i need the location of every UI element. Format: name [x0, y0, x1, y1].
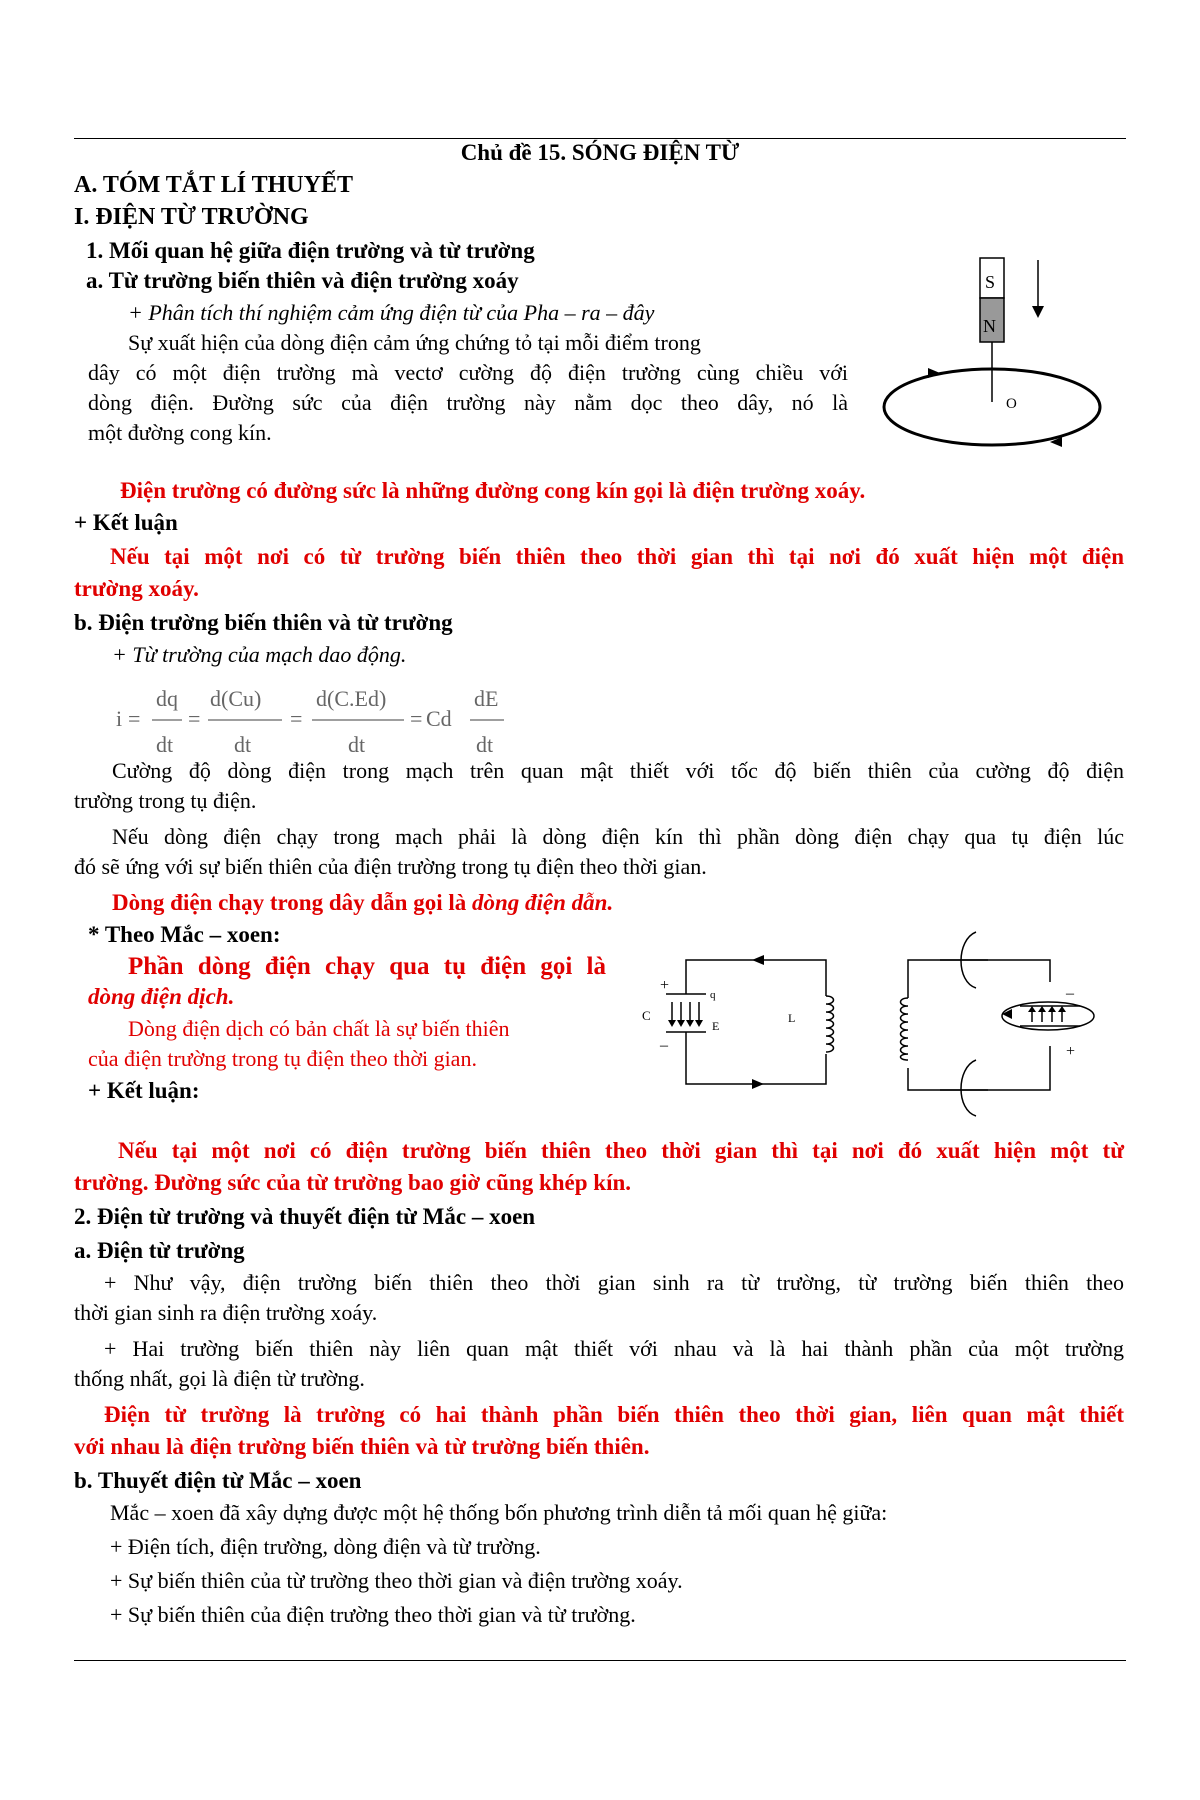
subsection-2a-heading: a. Điện từ trường: [74, 1238, 245, 1263]
section-i-heading: I. ĐIỆN TỪ TRƯỜNG: [74, 204, 309, 230]
magnetic-loop-bottom-icon: [961, 1060, 976, 1116]
conduction-current-definition: [112, 888, 613, 918]
em-paragraph-line-2: thời gian sinh ra điện trường xoáy.: [74, 1300, 378, 1325]
vortex-field-definition: Điện trường có đường sức là những đường cong kín gọi là điện trường xoáy.: [120, 478, 866, 503]
formula-f3-num: d(C.Ed): [316, 686, 387, 711]
faraday-paragraph-line-3: dòng điện. Đường sức của điện trường này nằm dọc theo dây, nó là: [88, 390, 848, 415]
theory-bullet-3: + Sự biến thiên của điện trường theo thời gian và từ trường.: [110, 1602, 636, 1627]
formula-eq-2: =: [188, 706, 201, 731]
theory-bullet-1: + Điện tích, điện trường, dòng điện và từ trường.: [110, 1534, 541, 1559]
faraday-paragraph-line-2: dây có một điện trường mà vectơ cường độ điện trường cùng chiều với: [88, 360, 848, 385]
capacitor-minus-label: –: [660, 1037, 668, 1054]
circuit2-wire-bottom: [908, 1046, 1050, 1090]
formula-f1-num: dq: [156, 686, 178, 711]
current-arrow-bottom-icon: [752, 1079, 764, 1089]
formula-f3-den: dt: [348, 732, 366, 757]
subsection-1b-heading: b. Điện trường biến thiên và từ trường: [74, 610, 453, 635]
current-paragraph-line-1: Cường độ dòng điện trong mạch trên quan mật thiết với tốc độ biến thiên của cường độ điện: [112, 758, 1124, 783]
formula-f4-num: dE: [474, 686, 499, 711]
page-title: Chủ đề 15. SÓNG ĐIỆN TỪ: [460, 140, 740, 165]
loop-arrow-top-icon: [928, 368, 940, 378]
subsection-1-heading: 1. Mối quan hệ giữa điện trường và từ trường: [86, 238, 535, 263]
current-paragraph-line-2: trường trong tụ điện.: [74, 788, 257, 813]
inductor-coil-icon: [826, 996, 834, 1052]
circuit-note: + Từ trường của mạch dao động.: [112, 642, 407, 667]
circuit-wire: [686, 960, 826, 996]
field-e-label: E: [712, 1019, 720, 1033]
displacement-definition-line-1: Phần dòng điện chạy qua tụ điện gọi là: [128, 953, 606, 980]
circuit2-inductor-coil-icon: [901, 998, 909, 1060]
em-definition-line-1: Điện từ trường là trường có hai thành phần biến thiên theo thời gian, liên quan mật thiết: [104, 1402, 1124, 1427]
closed-current-line-1: Nếu dòng điện chạy trong mạch phải là dòng điện kín thì phần dòng điện chạy qua tụ điện lúc: [112, 824, 1124, 849]
formula-eq-4: =: [410, 706, 423, 731]
field-arrows-icon: [668, 1020, 703, 1027]
field-plus-label: +: [1066, 1043, 1076, 1060]
theory-intro: Mắc – xoen đã xây dựng được một hệ thống bốn phương trình diễn tả mối quan hệ giữa:: [110, 1500, 888, 1525]
formula-f2-num: d(Cu): [210, 686, 262, 711]
faraday-paragraph-line-4: một đường cong kín.: [88, 420, 272, 445]
capacitor-plus-label: +: [660, 977, 670, 994]
formula-cd: Cd: [426, 706, 452, 731]
conclusion-2-label: + Kết luận:: [88, 1078, 200, 1103]
bottom-rule: [74, 1660, 1126, 1661]
circuit2-wire: [908, 960, 1050, 998]
displacement-term: dòng điện dịch.: [88, 984, 235, 1009]
conclusion-1-label: + Kết luận: [74, 510, 178, 535]
displacement-field-figure: [880, 918, 1110, 1118]
motion-arrowhead-icon: [1032, 306, 1044, 318]
subsection-2b-heading: b. Thuyết điện từ Mắc – xoen: [74, 1468, 362, 1493]
em-definition-line-2: với nhau là điện trường biến thiên và từ trường biến thiên.: [74, 1434, 650, 1459]
formula-i: i: [116, 706, 123, 731]
magnet-n-label: N: [983, 316, 996, 336]
conduction-current-term: dòng điện dẫn.: [471, 890, 614, 915]
capacitor-c-label: C: [642, 1008, 651, 1023]
conclusion-1-line-2: trường xoáy.: [74, 576, 199, 601]
faraday-note: + Phân tích thí nghiệm cảm ứng điện từ của Pha – ra – đây: [128, 300, 655, 325]
displacement-nature-line-2: của điện trường trong tụ điện theo thời gian.: [88, 1046, 477, 1071]
closed-current-line-2: đó sẽ ứng với sự biến thiên của điện trường trong tụ điện theo thời gian.: [74, 854, 707, 879]
theory-bullet-2: + Sự biến thiên của từ trường theo thời gian và điện trường xoáy.: [110, 1568, 683, 1593]
conclusion-2-line-2: trường. Đường sức của từ trường bao giờ cũng khép kín.: [74, 1170, 632, 1195]
displacement-nature-line-1: Dòng điện dịch có bản chất là sự biến thiên: [128, 1016, 510, 1041]
maxwell-label: * Theo Mắc – xoen:: [88, 922, 281, 947]
conclusion-1-line-1: Nếu tại một nơi có từ trường biến thiên theo thời gian thì tại nơi đó xuất hiện một điện: [110, 544, 1124, 569]
section-a-heading: A. TÓM TẮT LÍ THUYẾT: [74, 172, 353, 198]
capacitor-q-label: q: [710, 989, 716, 1001]
lc-circuit-figure: [640, 950, 840, 1090]
formula-eq-3: =: [290, 706, 303, 731]
loop-o-label: O: [1006, 396, 1017, 412]
subsection-1a-heading: a. Từ trường biến thiên và điện trường xoáy: [86, 268, 519, 293]
magnet-s-label: S: [985, 272, 996, 292]
subsection-2-heading: 2. Điện từ trường và thuyết điện từ Mắc – xoen: [74, 1204, 536, 1229]
em-paragraph-line-4: thống nhất, gọi là điện từ trường.: [74, 1366, 365, 1391]
field-minus-label: –: [1066, 985, 1074, 1002]
current-formula: [110, 676, 530, 760]
inductor-l-label: L: [788, 1011, 796, 1025]
formula-f1-den: dt: [156, 732, 174, 757]
formula-f4-den: dt: [476, 732, 494, 757]
magnet-loop-figure: [880, 252, 1110, 452]
current-arrow-top-icon: [752, 955, 764, 965]
em-paragraph-line-3: + Hai trường biến thiên này liên quan mật thiết với nhau và là hai thành phần của một trường: [104, 1336, 1124, 1361]
formula-eq-1: =: [128, 706, 141, 731]
faraday-paragraph-line-1: Sự xuất hiện của dòng điện cảm ứng chứng tỏ tại mỗi điểm trong: [128, 330, 701, 355]
conclusion-2-line-1: Nếu tại một nơi có điện trường biến thiên theo thời gian thì tại nơi đó xuất hiện một từ: [118, 1138, 1124, 1163]
circuit-wire-bottom: [686, 1032, 826, 1084]
em-paragraph-line-1: + Như vậy, điện trường biến thiên theo thời gian sinh ra từ trường, từ trường biến thiên theo: [104, 1270, 1124, 1295]
conduction-current-text: Dòng điện chạy trong dây dẫn gọi là: [112, 890, 472, 915]
formula-f2-den: dt: [234, 732, 252, 757]
